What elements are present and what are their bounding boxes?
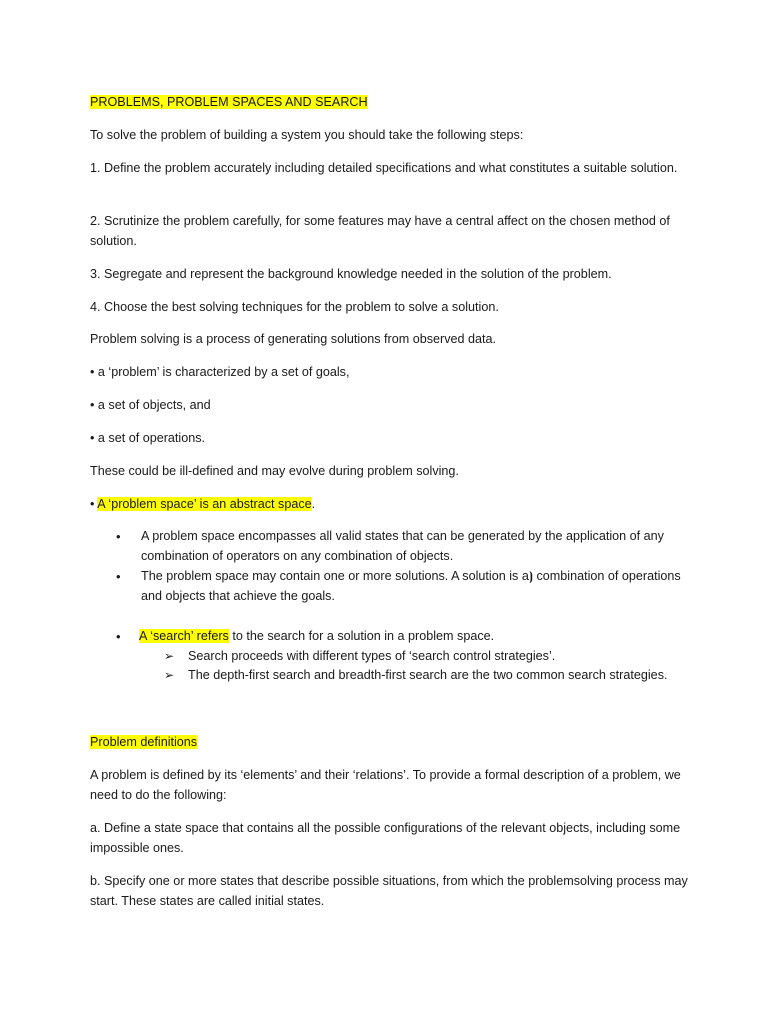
search-subbullet-text: Search proceeds with different types of ‘search control strategies’. [188,649,556,663]
space-bullet-item [116,567,681,607]
step-3-paragraph: 3. Segregate and represent the background knowledge needed in the solution of the problem. [90,267,612,281]
ill-defined-paragraph: These could be ill-defined and may evolve during problem solving. [90,464,459,478]
problem-space-bullet-prefix: • [90,497,98,511]
search-subbullet-item [164,666,704,686]
bullet-marker: • [116,529,121,544]
space-bullet-text: The problem space may contain one or more solutions. A solution is a⦘ combination of operations and objects that achieve the goals. [141,569,681,603]
definition-b-paragraph: b. Specify one or more states that describe possible situations, from which the problemsolving process may start. These states are called initial states. [90,874,688,908]
problem-space-bullet [90,495,690,515]
search-bullet-rest: to the search for a solution in a problem space. [228,629,495,643]
arrow-bullet-icon: ➢ [164,668,175,682]
bullet-marker: • [116,569,121,584]
intro-paragraph: To solve the problem of building a system you should take the following steps: [90,128,524,142]
goals-bullet: • a ‘problem’ is characterized by a set of goals, [90,365,350,379]
problem-space-highlight: A ‘problem space’ is an abstract space [97,497,312,511]
step-2-paragraph: 2. Scrutinize the problem carefully, for some features may have a central affect on the chosen method of solution. [90,214,670,248]
bullet-marker: • [116,629,121,644]
operations-bullet: • a set of operations. [90,431,206,445]
highlighted-heading-text: PROBLEMS, PROBLEM SPACES AND SEARCH [90,95,368,109]
search-subbullet-item [164,647,704,667]
search-subbullet-text: The depth-first search and breadth-first search are the two common search strategies. [188,668,668,682]
objects-bullet: • a set of objects, and [90,398,211,412]
step-1-paragraph: 1. Define the problem accurately including detailed specifications and what constitutes a suitable solution. [90,161,678,175]
step-4-paragraph: 4. Choose the best solving techniques for the problem to solve a solution. [90,300,499,314]
space-bullet-item [116,527,676,567]
section-heading-problems [90,93,690,113]
arrow-bullet-icon: ➢ [164,649,175,663]
problem-space-bullet-suffix: . [311,497,316,511]
search-highlight: A ‘search’ refers [139,629,229,643]
definition-a-paragraph: a. Define a state space that contains all the possible configurations of the relevant objects, including some impossible ones. [90,821,681,855]
highlighted-heading-text: Problem definitions [90,735,198,749]
space-bullet-text: A problem space encompasses all valid states that can be generated by the application of any combination of operators on any combination of objects. [141,529,664,563]
search-bullet-text [139,627,679,647]
search-bullet-item [116,627,676,647]
definition-intro-paragraph: A problem is defined by its ‘elements’ and their ‘relations’. To provide a formal description of a problem, we need to do the following: [90,768,681,802]
section-heading-definitions [90,733,690,753]
problem-solving-paragraph: Problem solving is a process of generating solutions from observed data. [90,332,497,346]
